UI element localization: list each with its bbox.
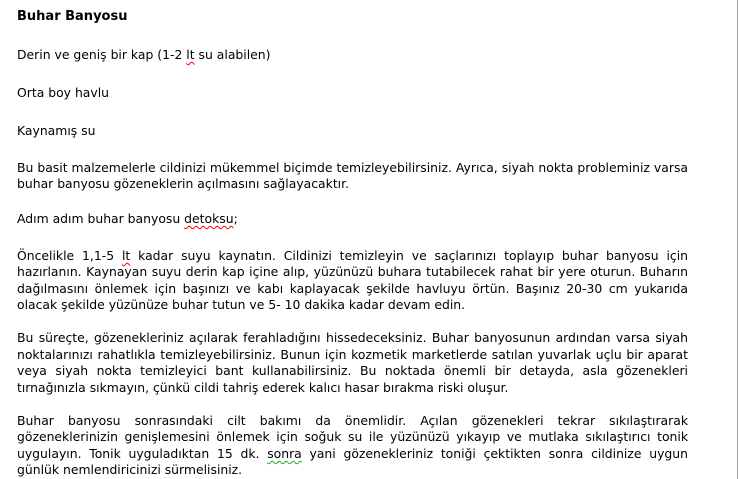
spelling-flag-lt-2: lt [121,247,131,263]
spelling-flag-lt: lt [186,47,195,62]
ingredient-towel: Orta boy havlu [17,85,110,100]
process-paragraph: Bu süreçte, gözenekleriniz açılarak ferahladığını hissedeceksiniz. Buhar banyosunun ardından varsa siyah noktalarınızı rahatlıkla temizleyebilirsiniz. Bunun için kozmetik marketlerde satılan yuvarlak uçlu bir aparat veya siyah nokta temizleyici bant kullanabilirsiniz. Bu noktada önemli bir detayda, asla gözenekleri tırnağınızla sıkmayın, çünkü cildi tahriş ederek kalıcı hasar bırakma riski oluşur. [17,330,688,395]
page-edge [737,0,738,479]
steps-heading-prefix: Adım adım buhar banyosu [17,210,185,226]
steps-paragraph [17,248,688,314]
document-title: Buhar Banyosu [17,9,128,24]
steps-paragraph-rest: kadar suyu kaynatın. Cildinizi temizleyin ve saçlarınızı toplayıp buhar banyosu için hazırlanın. Kaynayan suyu derin kap içine alıp, yüzünüzü buhara tutabilecek rahat bir yere oturun. Buharın dağılmasını önlemek için başınızı ve kabı kaplayacak şekilde havluyu örtün. Başınız 20-30 cm yukarıda olacak şekilde yüzünüze buhar tutun ve 5- 10 dakika kadar devam edin. [17,247,688,313]
ingredient-bowl-prefix: Derin ve geniş bir kap (1-2 [17,47,187,62]
steps-heading-suffix: ; [233,210,238,226]
ingredient-bowl-suffix: su alabilen) [194,47,271,62]
aftercare-paragraph [17,413,688,479]
grammar-flag-sonra: sonra [267,445,302,461]
aftercare-paragraph-start: Buhar banyosu sonrasındaki cilt bakımı da önemlidir. Açılan gözenekleri tekrar sıkılaştırarak gözeneklerinizin genişlemesini önlemek için soğuk su ile yüzünüzü yıkayıp ve mutlaka sıkılaştırıcı tonik uygulayın. Tonik uyguladıktan 15 dk. [17,413,688,461]
ingredient-water: Kaynamış su [17,123,96,138]
spelling-flag-detoksu: detoksu [184,210,234,226]
steps-paragraph-start: Öncelikle 1,1-5 [17,247,122,263]
steps-heading [17,210,688,227]
ingredient-bowl [17,46,688,63]
document-body[interactable] [17,8,688,479]
intro-paragraph: Bu basit malzemelerle cildinizi mükemmel biçimde temizleyebilirsiniz. Ayrıca, siyah nokta probleminiz varsa buhar banyosu gözeneklerin açılmasını sağlayacaktır. [17,160,688,192]
aftercare-paragraph-rest: yani gözenekleriniz toniği çektikten sonra cildinize uygun günlük nemlendiricinizi sürmelisiniz. [17,445,688,478]
